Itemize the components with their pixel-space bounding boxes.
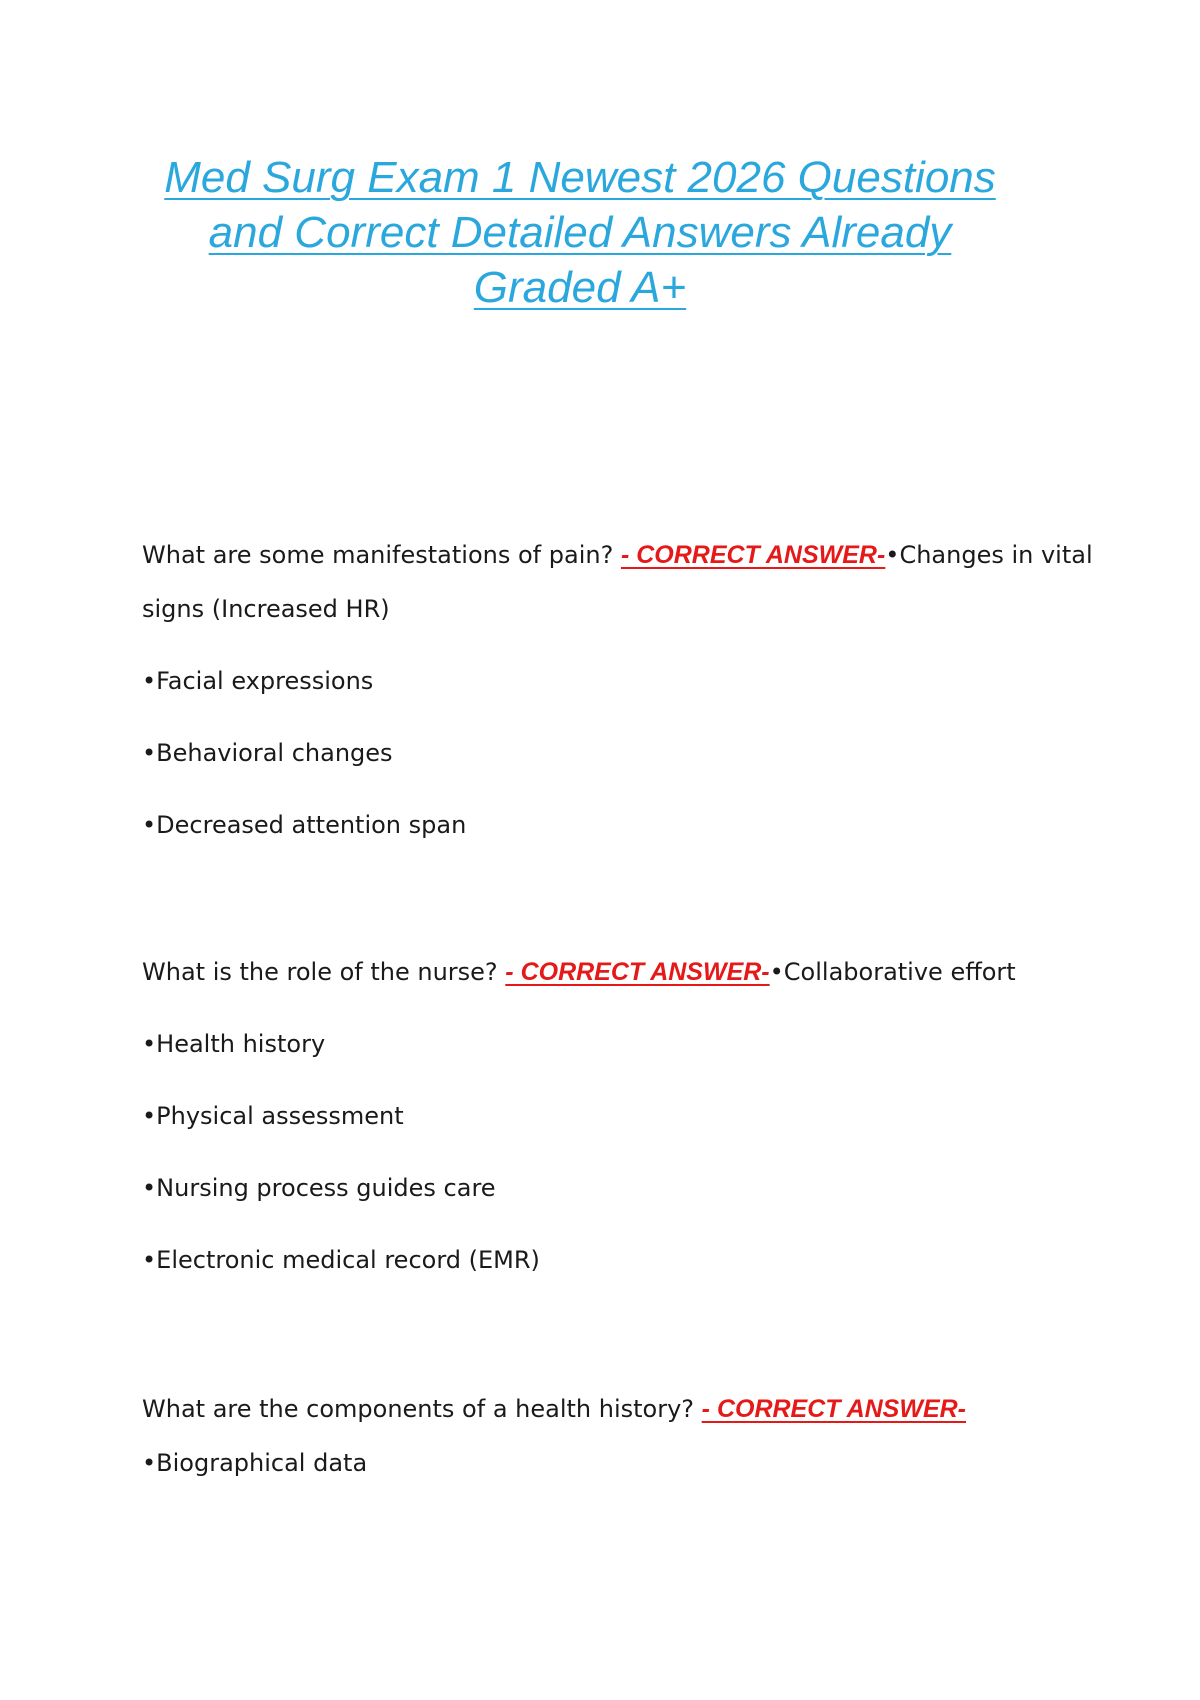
question-text: What is the role of the nurse? bbox=[142, 958, 506, 986]
title-line-1: Med Surg Exam 1 Newest 2026 Questions bbox=[164, 153, 996, 202]
correct-answer-marker: - CORRECT ANSWER- bbox=[505, 958, 770, 986]
answer-item: •Changes in vital bbox=[885, 541, 1093, 569]
question-block-1 bbox=[142, 528, 1093, 852]
question-line bbox=[142, 528, 1093, 582]
question-line bbox=[142, 945, 1082, 999]
answer-item: •Decreased attention span bbox=[142, 811, 467, 839]
title-line-3: Graded A+ bbox=[473, 263, 687, 312]
question-block-3 bbox=[142, 1382, 1082, 1490]
question-block-2 bbox=[142, 945, 1082, 1287]
answer-item: •Biographical data bbox=[142, 1449, 368, 1477]
answer-item: •Facial expressions bbox=[142, 667, 374, 695]
question-line bbox=[142, 1382, 1082, 1436]
answer-item: •Nursing process guides care bbox=[142, 1174, 496, 1202]
correct-answer-marker: - CORRECT ANSWER- bbox=[701, 1395, 967, 1423]
question-text: What are some manifestations of pain? bbox=[142, 541, 621, 569]
answer-item: •Health history bbox=[142, 1030, 326, 1058]
answer-item: •Physical assessment bbox=[142, 1102, 404, 1130]
answer-item: •Collaborative effort bbox=[769, 958, 1016, 986]
question-text: What are the components of a health history? bbox=[142, 1395, 702, 1423]
answer-item: •Behavioral changes bbox=[142, 739, 393, 767]
correct-answer-marker: - CORRECT ANSWER- bbox=[620, 541, 886, 569]
title-line-2: and Correct Detailed Answers Already bbox=[208, 208, 952, 257]
document-title bbox=[150, 150, 1010, 315]
answer-continuation: signs (Increased HR) bbox=[142, 595, 390, 623]
answer-item: •Electronic medical record (EMR) bbox=[142, 1246, 540, 1274]
